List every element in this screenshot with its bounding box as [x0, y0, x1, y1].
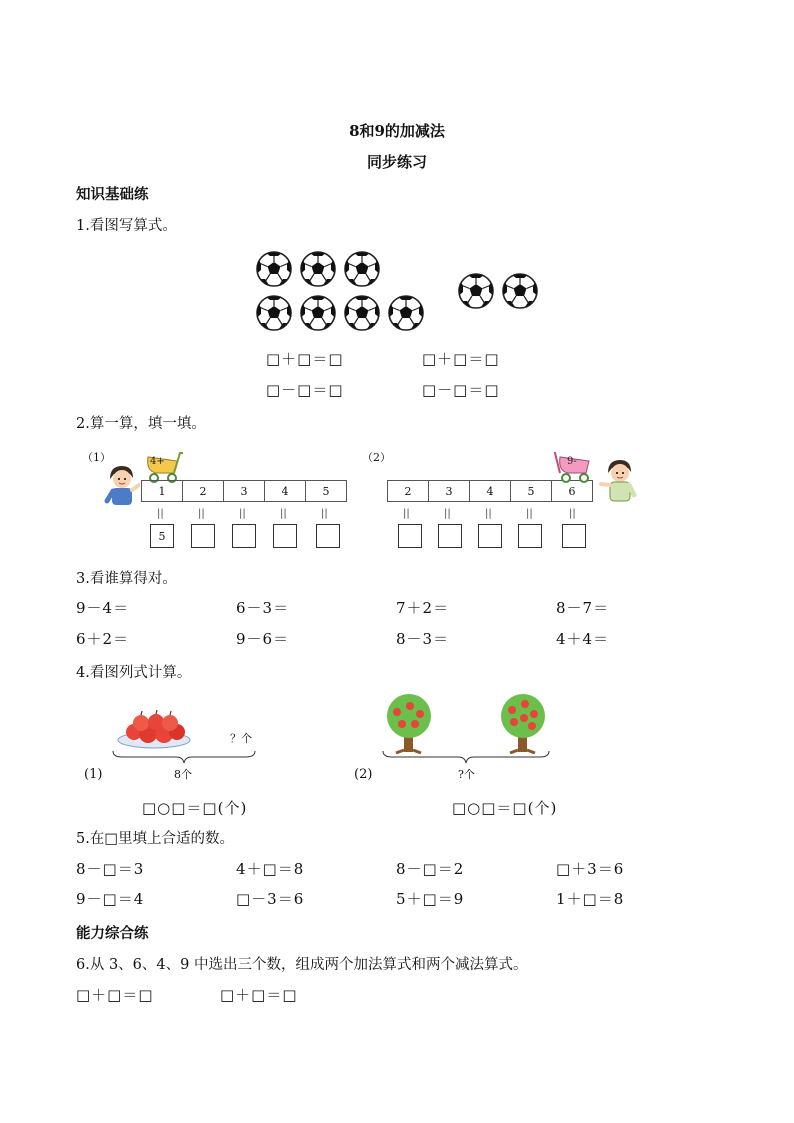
- q3-item: 9－6＝: [236, 630, 290, 648]
- number-strip-2: [388, 480, 593, 502]
- soccer-ball-icon: [256, 251, 292, 287]
- unknown-count: ？个: [230, 732, 252, 745]
- answer-box[interactable]: [398, 524, 422, 548]
- soccer-ball-icon: [300, 251, 336, 287]
- answer-box[interactable]: [478, 524, 502, 548]
- q2-part1-label: （1）: [82, 451, 111, 464]
- q4-equation: □○□＝□(个): [142, 799, 248, 817]
- soccer-ball-icon: [458, 273, 494, 309]
- q2-prompt: 2.算一算，填一填。: [76, 416, 206, 432]
- stroller-icon: [554, 449, 596, 483]
- q3-item: 9－4＝: [76, 599, 130, 617]
- q1-equation: □－□＝□: [422, 381, 500, 399]
- number-cell: 4: [469, 480, 511, 502]
- q5-item: □－3＝6: [236, 890, 305, 908]
- answer-box[interactable]: [518, 524, 542, 548]
- soccer-ball-icon: [502, 273, 538, 309]
- equals-mark: ||: [569, 508, 576, 519]
- q3-item: 7＋2＝: [396, 599, 450, 617]
- equals-mark: ||: [198, 508, 205, 519]
- number-cell: 3: [428, 480, 470, 502]
- q1-equation: □＋□＝□: [266, 350, 344, 368]
- soccer-ball-icon: [388, 295, 424, 331]
- answer-box[interactable]: 5: [150, 524, 174, 548]
- q2-part2-label: （2）: [362, 451, 391, 464]
- q4-prompt: 4.看图列式计算。: [76, 665, 192, 681]
- q3-item: 8－3＝: [396, 630, 450, 648]
- stroller-label: 4+: [150, 456, 165, 467]
- q4-part1-label: (1): [84, 767, 103, 782]
- soccer-ball-icon: [344, 251, 380, 287]
- equals-mark: ||: [526, 508, 533, 519]
- stroller-icon: [142, 449, 184, 483]
- q6-prompt: 6.从 3、6、4、9 中选出三个数，组成两个加法算式和两个减法算式。: [76, 957, 528, 973]
- equals-mark: ||: [321, 508, 328, 519]
- q3-item: 8－7＝: [556, 599, 610, 617]
- section-basic: 知识基础练: [76, 186, 149, 203]
- brace-icon: [112, 748, 256, 768]
- q3-prompt: 3.看谁算得对。: [76, 571, 177, 587]
- answer-box[interactable]: [273, 524, 297, 548]
- q5-prompt: 5.在□里填上合适的数。: [76, 831, 235, 847]
- page-title: 8和9的加减法: [349, 122, 445, 140]
- number-cell: 6: [551, 480, 593, 502]
- q1-equation: □－□＝□: [266, 381, 344, 399]
- equals-mark: ||: [239, 508, 246, 519]
- apple-tree-icon: [382, 692, 436, 754]
- q5-item: □＋3＝6: [556, 860, 625, 878]
- answer-box[interactable]: [316, 524, 340, 548]
- equals-mark: ||: [444, 508, 451, 519]
- equals-mark: ||: [280, 508, 287, 519]
- q4-equation: □○□＝□(个): [452, 799, 558, 817]
- number-cell: 2: [182, 480, 224, 502]
- answer-box[interactable]: [562, 524, 586, 548]
- q6-equation: □＋□＝□: [220, 986, 298, 1004]
- brace-icon: [382, 748, 550, 768]
- number-cell: 3: [223, 480, 265, 502]
- equals-mark: ||: [485, 508, 492, 519]
- equals-mark: ||: [403, 508, 410, 519]
- number-cell: 2: [387, 480, 429, 502]
- total-label: ?个: [458, 768, 475, 781]
- number-cell: 4: [264, 480, 306, 502]
- number-strip-1: [142, 480, 347, 502]
- q5-item: 8－□＝3: [76, 860, 145, 878]
- q5-item: 9－□＝4: [76, 890, 145, 908]
- apple-tree-icon: [496, 692, 550, 754]
- number-cell: 5: [510, 480, 552, 502]
- boy-icon: [598, 457, 638, 507]
- boy-icon: [102, 463, 140, 509]
- answer-box[interactable]: [232, 524, 256, 548]
- stroller-label: 9-: [567, 456, 577, 467]
- answer-box[interactable]: [191, 524, 215, 548]
- q6-equation: □＋□＝□: [76, 986, 154, 1004]
- soccer-ball-icon: [344, 295, 380, 331]
- q1-prompt: 1.看图写算式。: [76, 218, 177, 234]
- total-label: 8个: [174, 768, 192, 781]
- q3-item: 6－3＝: [236, 599, 290, 617]
- apple-plate-icon: [114, 708, 194, 750]
- q4-part2-label: (2): [354, 767, 373, 782]
- q5-item: 8－□＝2: [396, 860, 465, 878]
- q5-item: 1＋□＝8: [556, 890, 625, 908]
- page-subtitle: 同步练习: [366, 153, 427, 171]
- number-cell: 5: [305, 480, 347, 502]
- q5-item: 5＋□＝9: [396, 890, 465, 908]
- soccer-ball-icon: [256, 295, 292, 331]
- section-ability: 能力综合练: [76, 925, 149, 942]
- q3-item: 4＋4＝: [556, 630, 610, 648]
- number-cell: 1: [141, 480, 183, 502]
- q3-item: 6＋2＝: [76, 630, 130, 648]
- q5-item: 4＋□＝8: [236, 860, 305, 878]
- equals-mark: ||: [157, 508, 164, 519]
- answer-box[interactable]: [438, 524, 462, 548]
- q1-equation: □＋□＝□: [422, 350, 500, 368]
- soccer-ball-icon: [300, 295, 336, 331]
